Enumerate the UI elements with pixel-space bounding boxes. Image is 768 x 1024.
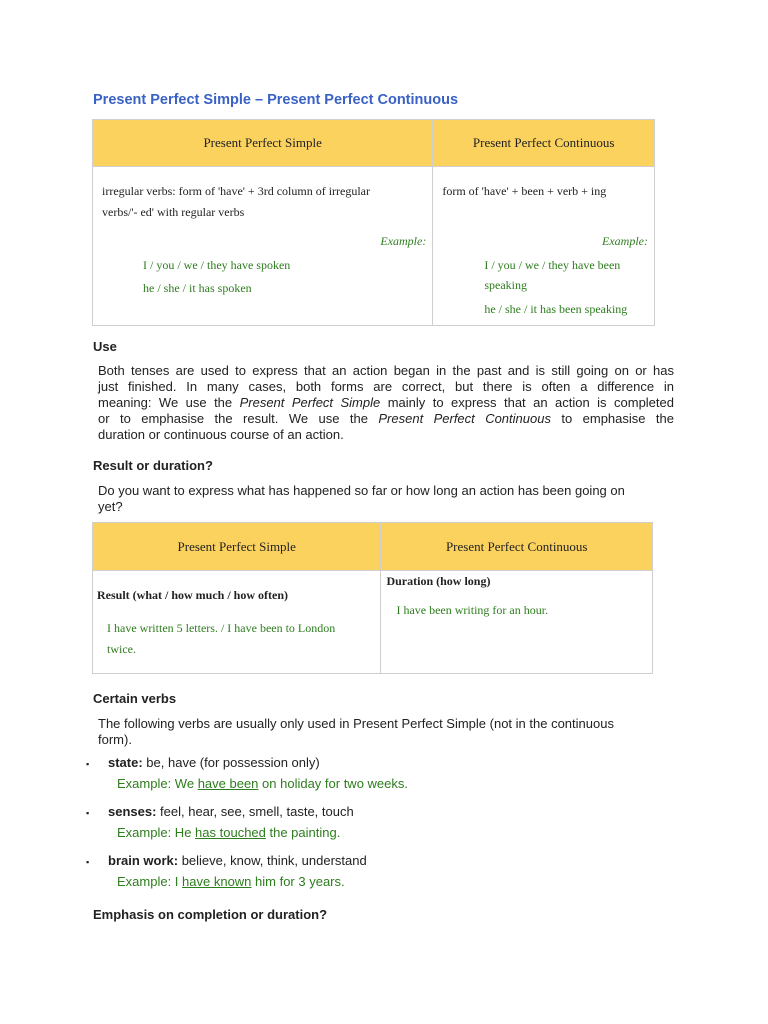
table2-continuous-example: I have been writing for an hour.: [396, 603, 549, 617]
use-line-3: meaning: We use the Present Perfect Simple mainly to express that an action is completed: [98, 395, 674, 410]
verbs-intro-line-2: form).: [98, 732, 132, 747]
paragraph-result: [98, 483, 678, 515]
section-heading-verbs: Certain verbs: [93, 691, 177, 706]
use-line-1: Both tenses are used to express that an action began in the past and is still going on or has: [98, 363, 674, 378]
bullet-example-senses: Example: He has touched the painting.: [117, 825, 341, 840]
table2-header-simple: Present Perfect Simple: [93, 523, 381, 571]
table2-simple-label: Result (what / how much / how often): [97, 588, 289, 602]
verbs-intro-line-1: The following verbs are usually only used in Present Perfect Simple (not in the continuous: [98, 716, 614, 731]
result-line-1: Do you want to express what has happened so far or how long an action has been going on: [98, 483, 625, 498]
table1-continuous-example-label: Example:: [602, 234, 648, 248]
table-tense-forms: [92, 119, 655, 326]
table1-simple-example-2: he / she / it has spoken: [143, 281, 252, 295]
page-title: Present Perfect Simple – Present Perfect Continuous: [93, 92, 459, 108]
table-result-duration: [92, 522, 653, 674]
paragraph-use: [98, 363, 674, 443]
table1-simple-desc-1: irregular verbs: form of 'have' + 3rd column of irregular: [102, 184, 370, 198]
table1-continuous-example-1b: speaking: [484, 278, 527, 292]
section-heading-use: Use: [93, 339, 117, 354]
bullet-item-brain-work: brain work: believe, know, think, understand: [108, 853, 367, 868]
bullet-item-state: state: be, have (for possession only): [108, 755, 320, 770]
result-line-2: yet?: [98, 499, 123, 514]
bullet-marker: ▪: [86, 759, 90, 769]
table1-simple-example-label: Example:: [380, 234, 427, 248]
table2-simple-example-2: twice.: [107, 642, 136, 656]
use-line-5: duration or continuous course of an action.: [98, 427, 344, 442]
table1-continuous-example-1a: I / you / we / they have been: [484, 258, 621, 272]
table1-simple-example-1: I / you / we / they have spoken: [143, 258, 291, 272]
bullet-example-brain-work: Example: I have known him for 3 years.: [117, 874, 345, 889]
table2-simple-example-1: I have written 5 letters. / I have been to London: [107, 621, 336, 635]
table2-continuous-label: Duration (how long): [386, 574, 491, 588]
bullet-marker: ▪: [86, 857, 90, 867]
table2-cell-simple: [93, 571, 381, 674]
table1-continuous-desc: form of 'have' + been + verb + ing: [442, 184, 607, 198]
table1-header-continuous: Present Perfect Continuous: [433, 120, 655, 167]
section-heading-emphasis: Emphasis on completion or duration?: [93, 907, 328, 922]
use-line-2: just finished. In many cases, both forms are correct, but there is often a difference in: [98, 379, 674, 394]
bullet-marker: ▪: [86, 808, 90, 818]
table1-cell-simple: [93, 167, 433, 326]
table2-cell-continuous: [381, 571, 653, 674]
table2-header-continuous: Present Perfect Continuous: [381, 523, 653, 571]
section-heading-result: Result or duration?: [93, 458, 213, 473]
bullet-example-state: Example: We have been on holiday for two weeks.: [117, 776, 408, 791]
table1-continuous-example-2: he / she / it has been speaking: [484, 302, 628, 316]
table1-cell-continuous: [433, 167, 655, 326]
use-line-4: or to emphasise the result. We use the Present Perfect Continuous to emphasise the: [98, 411, 674, 426]
bullet-item-senses: senses: feel, hear, see, smell, taste, touch: [108, 804, 354, 819]
table1-header-simple: Present Perfect Simple: [93, 120, 433, 167]
paragraph-verbs-intro: [98, 716, 678, 748]
table1-simple-desc-2: verbs/'- ed' with regular verbs: [102, 205, 245, 219]
